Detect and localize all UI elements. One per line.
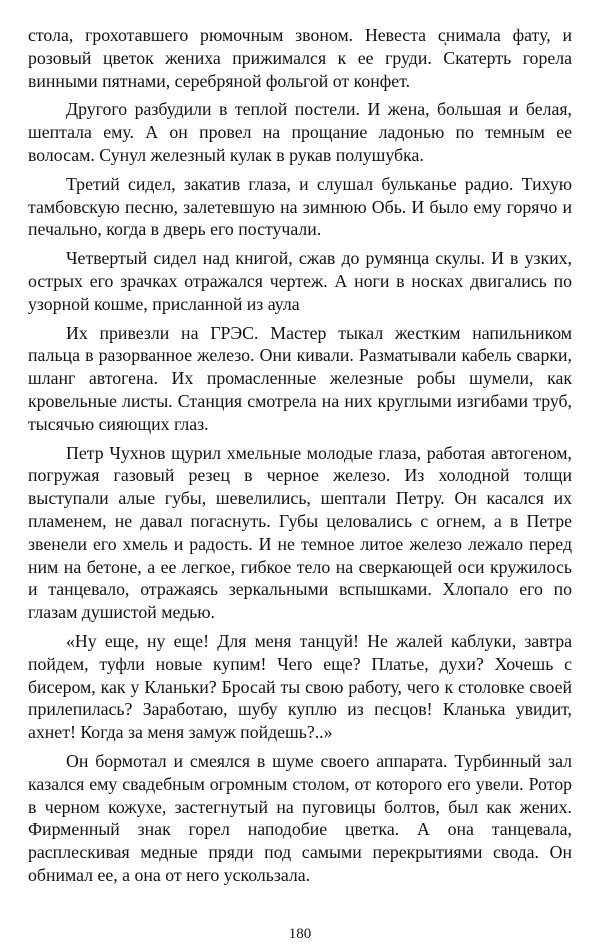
book-page (28, 24, 572, 924)
paragraph-8: Он бормотал и смеялся в шуме своего аппарата. Турбинный зал казался ему свадебным огромным столом, от которого его увели. Ротор в черном кожухе, застегнутый на пуговицы болтов, был как жених. Фирменный знак горел наподобие цветка. А она танцевала, расплескивая медные пряди под самыми перекрытиями свода. Он обнимал ее, а она от него ускользала. (28, 750, 572, 885)
paragraph-2: Другого разбудили в теплой постели. И жена, большая и белая, шептала ему. А он провел на прощание ладонью по темным ее волосам. Сунул железный кулак в рукав полушубка. (28, 99, 572, 165)
paragraph-3: Третий сидел, закатив глаза, и слушал бульканье радио. Тихую тамбовскую песню, залетевшую на зимнюю Обь. И было ему горячо и печально, когда в дверь его постучали. (28, 173, 572, 240)
paragraph-6: Петр Чухнов щурил хмельные молодые глаза, работая автогеном, погружая газовый резец в черное железо. Из холодной толщи выступали алые губы, шевелились, шептали Петру. Он касался их пламенем, не давал погаснуть. Губы целовались с огнем, а в Петре звенели его хмель и радость. И не темное литое железо лежало перед ним на бетоне, а ее легкое, гибкое тело на сверкающей оси кружилось и танцевало, отражаясь зеркальными вспышками. Хлопало его по глазам душистой медью. (28, 442, 572, 623)
page-number: 180 (288, 926, 312, 942)
paragraph-1: столa, грохотавшего рюмочным звоном. Невеста сͅнимала фату, и розовый цветок жениха прижимался к ее груди. Скатерть горела винными пятнами, серебряной фольгой от конфет. (28, 25, 572, 91)
paragraph-4: Четвертый сидел над книгой, сжав до румянца скулы. И в узких, острых его зрачках отражался чертеж. А ноги в носках двигались по узорной кошме, присланной из аула (28, 248, 572, 314)
paragraph-5: Их привезли на ГРЭС. Мастер тыкал жестким напильником пальца в разорванное железо. Они кивали. Разматывали кабель сварки, шланг автогена. Их промасленные железные робы шумели, как кровельные листы. Станция смотрела на них круглыми изгибами труб, тысячью сияющих глаз. (28, 322, 572, 434)
paragraph-7: «Ну еще, ну еще! Для меня танцуй! Не жалей каблуки, завтра пойдем, туфли новые купим! Чего еще? Платье, духи? Хочешь с бисером, как у Кланьки? Бросай ты свою работу, чего к столовке своей прилепилась? Заработаю, шубу куплю из песцов! Кланька увидит, ахнет! Когда за меня замуж пойдешь?..» (28, 630, 572, 743)
